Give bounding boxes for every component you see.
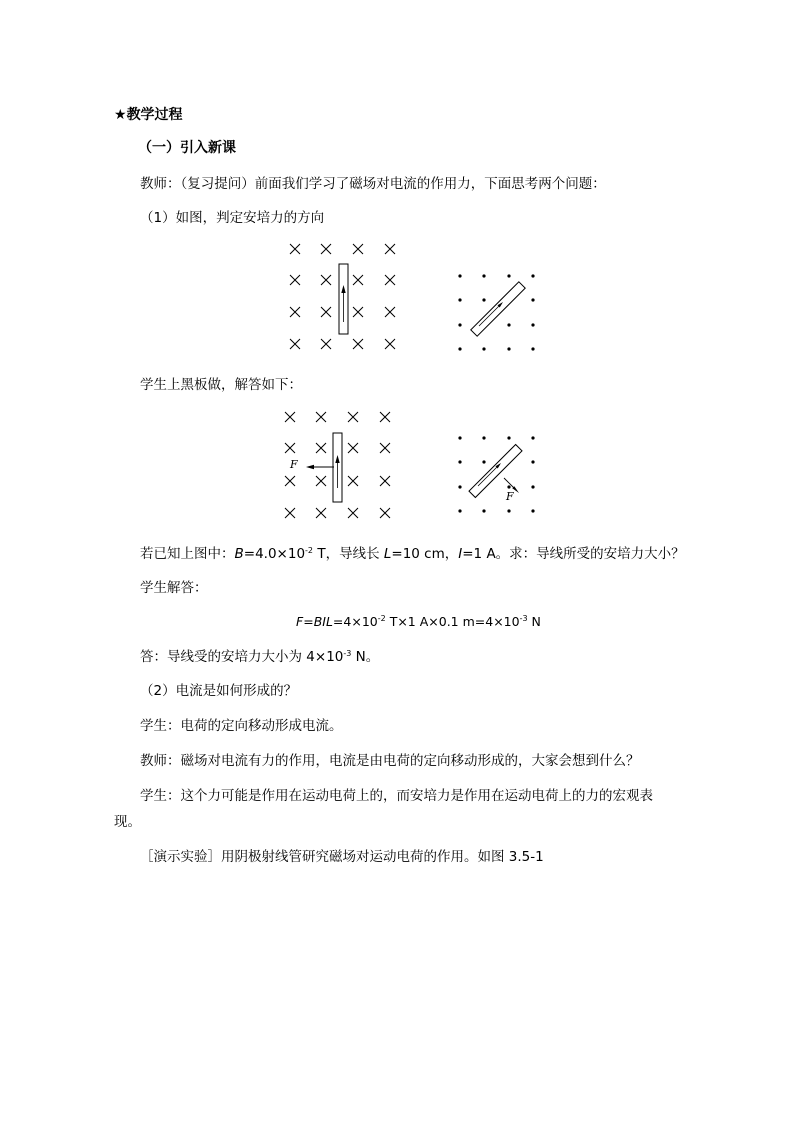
question-1: （1）如图，判定安培力的方向 [140,210,325,226]
wire-rect [471,282,525,336]
star-icon: ★ [114,107,127,123]
figure-answer-dot-field [452,430,544,522]
value-L: =10 cm， [391,546,459,562]
dot-field-answer-diagram [452,430,544,522]
question-2: （2）电流是如何形成的？ [140,683,298,699]
value-I: =1 A。求：导线所受的安培力大小？ [462,546,685,562]
section-heading [114,106,183,124]
unit-B: T，导线长 [313,546,384,562]
formula-exp2: -3 [519,614,528,623]
formula-part3: N [527,614,541,629]
formula [296,613,541,631]
answer-post: N。 [351,649,380,665]
section-title: 教学过程 [126,107,183,123]
student-board: 学生上黑板做，解答如下： [140,377,302,393]
force-arrow-head [306,465,314,469]
formula-part2: T×1 A×0.1 m=4×10 [385,614,520,629]
dot-field-diagram [452,268,542,358]
symbol-I: I [458,546,463,562]
symbol-L: L [383,546,392,562]
figure-answer-cross-field [278,408,398,523]
answer-exp: -3 [343,649,352,658]
cross-field-diagram [282,240,402,355]
formula-equals: = [303,614,314,629]
given-prefix: 若已知上图中： [140,546,235,562]
answer-pre: 答：导线受的安培力大小为 4×10 [140,649,344,665]
teacher-intro: 教师：（复习提问）前面我们学习了磁场对电流的作用力，下面思考两个问题： [140,176,606,192]
student-reply-1: 学生：电荷的定向移动形成电流。 [140,718,343,734]
demo-experiment: ［演示实验］用阴极射线管研究磁场对运动电荷的作用。如图 3.5-1 [140,849,544,865]
student-reply-2-line1: 学生：这个力可能是作用在运动电荷上的，而安培力是作用在运动电荷上的力的宏观表 [140,788,653,804]
formula-exp1: -2 [377,614,386,623]
given-values [140,545,685,563]
figure-question-dot-field [452,268,542,358]
student-reply-2-line2: 现。 [114,814,141,830]
answer-line [140,648,379,666]
formula-part1: =4×10 [332,614,378,629]
teacher-reply-2: 教师：磁场对电流有力的作用，电流是由电荷的定向移动形成的，大家会想到什么？ [140,753,640,769]
formula-F: F [296,614,304,629]
subsection-heading: （一）引入新课 [138,140,236,156]
force-label-left: F [290,458,298,471]
student-answer-label: 学生解答： [140,580,208,596]
exponent-B: -2 [305,546,314,555]
value-B: =4.0×10 [243,546,306,562]
figure-question-cross-field [282,240,402,355]
force-label-right: F [506,490,514,503]
symbol-B: B [234,546,244,562]
formula-BIL: BIL [313,614,333,629]
wire-rect [469,444,522,497]
